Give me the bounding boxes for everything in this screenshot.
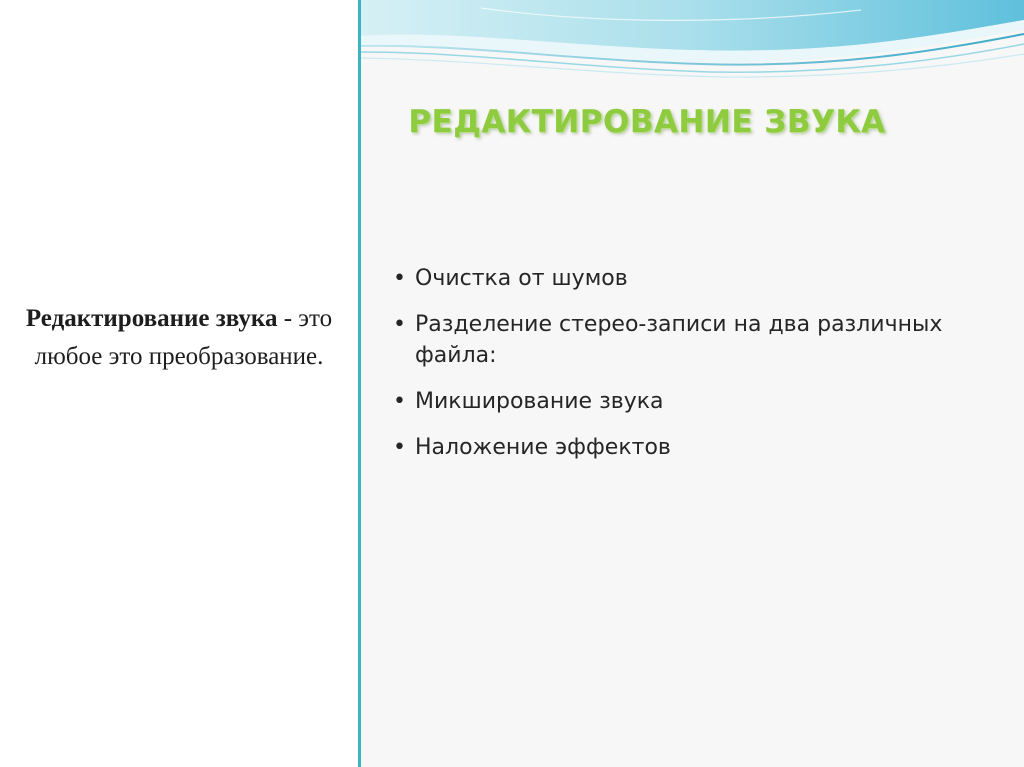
left-panel (0, 0, 358, 767)
bullet-item: • Наложение эффектов (391, 432, 951, 463)
wave-decoration (361, 0, 1024, 80)
definition-text (8, 300, 350, 376)
right-panel (361, 0, 1024, 767)
slide-title: РЕДАКТИРОВАНИЕ ЗВУКА (408, 104, 886, 140)
bullet-item: • Очистка от шумов (391, 263, 951, 294)
bullet-list (391, 263, 951, 478)
bullet-item: • Разделение стерео-записи на два различных файла: (391, 309, 951, 371)
definition-term: Редактирование звука (25, 305, 278, 332)
definition-rest: - это любое это преобразование. (34, 305, 333, 370)
bullet-item: • Микширование звука (391, 386, 951, 417)
